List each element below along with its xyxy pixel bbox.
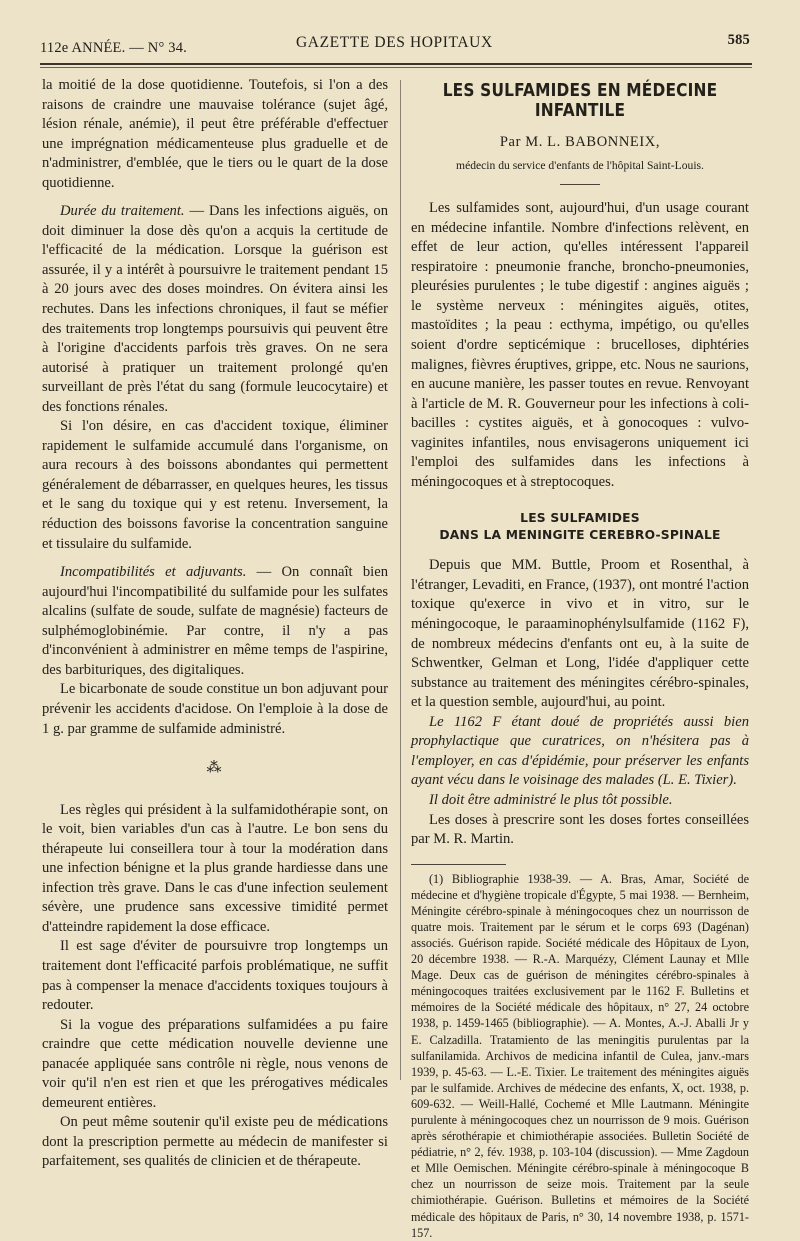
paragraph: Les sulfamides sont, aujourd'hui, d'un usage courant en médecine infantile. Nombre d'infections relèvent, en effet de leur action, qu'elles intéressent l'appareil respiratoire : pneumonie franche, broncho-pneumonies, pleurésies purulentes ; le tube digestif : angines aiguës ; le système nerveux : méningites aiguës, otites, mastoïdites ; la peau : ecthyma, impétigo, ou qu'elles soient d'ordre septicémique : brucelloses, diphtéries malignes, fièvres éruptives, grippe, etc. Nous ne saurions, en aucune manière, les passer toutes en revue. Renvoyant à l'article de M. R. Gouverneur pour les infections à coli-bacilles : cystites aiguës, et à gonocoques : vulvo-vaginites infantiles, nous envisagerons uniquement ici l'emploi des sulfamides dans les infections à méningocoques et à streptocoques. xyxy=(411,200,749,490)
paragraph: Les règles qui président à la sulfamidothérapie sont, on le voit, bien variables d'un cas à l'autre. Le bon sens du thérapeute lui conseillera tour à tour la modération dans une infection bénigne et la plus grande hardiesse dans une infection très grave. Dans le cas d'une infection seulement sévère, une prudence sans excessive timidité permet d'atteindre rapidement la dose efficace. xyxy=(42,801,388,935)
paragraph xyxy=(42,202,388,417)
paragraph: Il doit être administré le plus tôt possible. xyxy=(429,791,673,808)
header-rule xyxy=(40,63,752,65)
paragraph: Les doses à prescrire sont les doses fortes conseillées par M. R. Martin. xyxy=(411,811,749,848)
paragraph-text: — On connaît bien aujourd'hui l'incompatibilité du sulfamide pour les sulfates alcalins (sulfate de soude, sulfate de magnésie) facteurs de sulphémoglobinémie. Par contre, il n'y a pas d'inconvénient à administrer en même temps de l'aspirine, des barbituriques, des digitaliques. xyxy=(42,564,388,678)
paragraph xyxy=(42,563,388,680)
issue-number: 112e ANNÉE. — N° 34. xyxy=(40,40,187,56)
paragraph: Si l'on désire, en cas d'accident toxique, éliminer rapidement le sulfamide accumulé dans l'organisme, on aura recours à des boissons abondantes qui permettent généralement de débarrasser, en quelques heures, les tissus et le sang du toxique qui y est retenu. Inversement, la réduction des boissons favorise la concentration sanguine et tissulaire du sulfamide. xyxy=(42,418,388,552)
section-separator: ⁂ xyxy=(206,760,224,777)
section-title xyxy=(411,510,749,544)
paragraph: Si la vogue des préparations sulfamidées a pu faire craindre que cette médication nouvelle devienne une panacée appliquée sans contrôle ni règle, nous venons de voir qu'il n'en est rien et que les prérogatives médicales demeurent entières. xyxy=(42,1016,388,1111)
running-head xyxy=(40,34,750,58)
journal-title: GAZETTE DES HOPITAUX xyxy=(296,34,493,51)
right-column xyxy=(411,76,749,1241)
paragraph: Le 1162 F étant doué de propriétés aussi bien prophylactique que curatrices, on n'hésitera pas à l'employer, en cas d'épidémie, pour préserver les enfants ayant vécu dans le voisinage des malades (L. E. Tixier). xyxy=(411,713,749,789)
author-affiliation: médecin du service d'enfants de l'hôpital Saint-Louis. xyxy=(456,158,704,172)
section-title-line: LES SULFAMIDES xyxy=(520,511,640,526)
column-divider xyxy=(400,80,401,1080)
title-rule xyxy=(560,184,600,185)
paragraph: Il est sage d'éviter de poursuivre trop longtemps un traitement dont l'efficacité parfois problématique, ne suffit pas à compenser la menace d'accidents toxiques toujours à redouter. xyxy=(42,938,388,1014)
paragraph: Depuis que MM. Buttle, Proom et Rosenthal, à l'étranger, Levaditi, en France, (1937), ont montré l'action toxique qu'exerce in vivo et in vitro, sur le méningocoque, le paraaminophénylsulfamide (1162 F), de nombreux médecins d'enfants ont eu, à la suite de Schwentker, Gelman et Long, l'idée d'appliquer cette substance au traitement des méningites cérébro-spinales, et la question semble, aujourd'hui, au point. xyxy=(411,557,749,711)
paragraph: On peut même soutenir qu'il existe peu de médications dont la prescription permette au médecin de manifester si parfaitement, ses qualités de clinicien et de thérapeute. xyxy=(42,1114,388,1170)
paragraph: la moitié de la dose quotidienne. Toutefois, si l'on a des raisons de craindre une mauvaise tolérance (sujet âgé, lésion rénale, anémie), il peut être préférable d'effectuer une imprégnation médicamenteuse plus graduelle et de n'administrer, d'emblée, que le tiers ou le quart de la dose quotidienne. xyxy=(42,77,388,191)
section-title-line: DANS LA MENINGITE CEREBRO-SPINALE xyxy=(439,528,721,543)
page-number: 585 xyxy=(727,32,750,48)
paragraph-lead: Durée du traitement. xyxy=(60,203,185,220)
footnote-rule xyxy=(411,864,506,865)
article-author: Par M. L. BABONNEIX, xyxy=(499,134,661,151)
article-title: LES SULFAMIDES EN MÉDECINE INFANTILE xyxy=(442,81,718,121)
paragraph-text: — Dans les infections aiguës, on doit diminuer la dose dès qu'on a acquis la certitude de l'efficacité de la médication. Lorsque la guérison est assurée, il y a intérêt à poursuivre le traitement pendant 15 à 20 jours avec des doses moindres. On évitera ainsi les rechutes. Dans les infections chroniques, il faut se méfier des traitements trop longtemps poursuivis qui peuvent être à l'origine d'accidents parfois très graves. On ne sera autorisé à pratiquer un traitement prolongé qu'en surveillant de près l'état du sang (formule leucocytaire) et des fonctions rénales. xyxy=(42,203,388,415)
left-column xyxy=(42,76,388,1172)
paragraph-lead: Incompatibilités et adjuvants. xyxy=(60,564,247,581)
paragraph: Le bicarbonate de soude constitue un bon adjuvant pour prévenir les accidents d'acidose. On l'emploie à la dose de 1 g. par gramme de sulfamide administré. xyxy=(42,681,388,737)
header-rule-thin xyxy=(40,67,752,68)
footnote: (1) Bibliographie 1938-39. — A. Bras, Amar, Société de médecine et d'hygiène tropicale d'Égypte, 5 mai 1938. — Bernheim, Méningite cérébro-spinale à méningocoques chez un nourrisson de quatre mois. Traitement par le sérum et le corps 693 (Dagénan) associés. Guérison rapide. Société médicale des Hôpitaux de Lyon, 20 décembre 1938. — R.-A. Marquézy, Clément Launay et Mlle Mage. Deux cas de guérison de méningites cérébro-spinales à méningocoques traitées exclusivement par le 1162 F. Bulletins et mémoires de la Société médicale des hôpitaux, n° 27, 24 octobre 1938, p. 1459-1465 (bibliographie). — A. Montes, A.-J. Aballi Jr y E. Calzadilla. Tratamiento de las meningitis purulentas par la sulfanilamida. Archivos de medicina infantil de Culea, janv.-mars 1939, p. 45-63. — L.-E. Tixier. Le traitement des méningites aiguës par le sulfamide. Archives de médecine des enfants, X, oct. 1938, p. 609-632. — Weill-Hallé, Cochemé et Mlle Lautmann. Méningite purulente à méningocoques chez un nourrisson de 9 mois. Guérison après sérothérapie et chimiothérapie associées. Bulletin Société de pédiatrie, n° 2, fév. 1938, p. 103-104 (discussion). — Mme Zagdoun et Mlle Oemischen. Méningite cérébro-spinale à méningocoque B chez un nourrisson de seize mois. Traitement par la seule chimiothérapie. Guérison. Bulletins et mémoires de la Société médicale des hôpitaux de Paris, n° 30, 14 novembre 1938, p. 1571-157. xyxy=(411,871,749,1240)
